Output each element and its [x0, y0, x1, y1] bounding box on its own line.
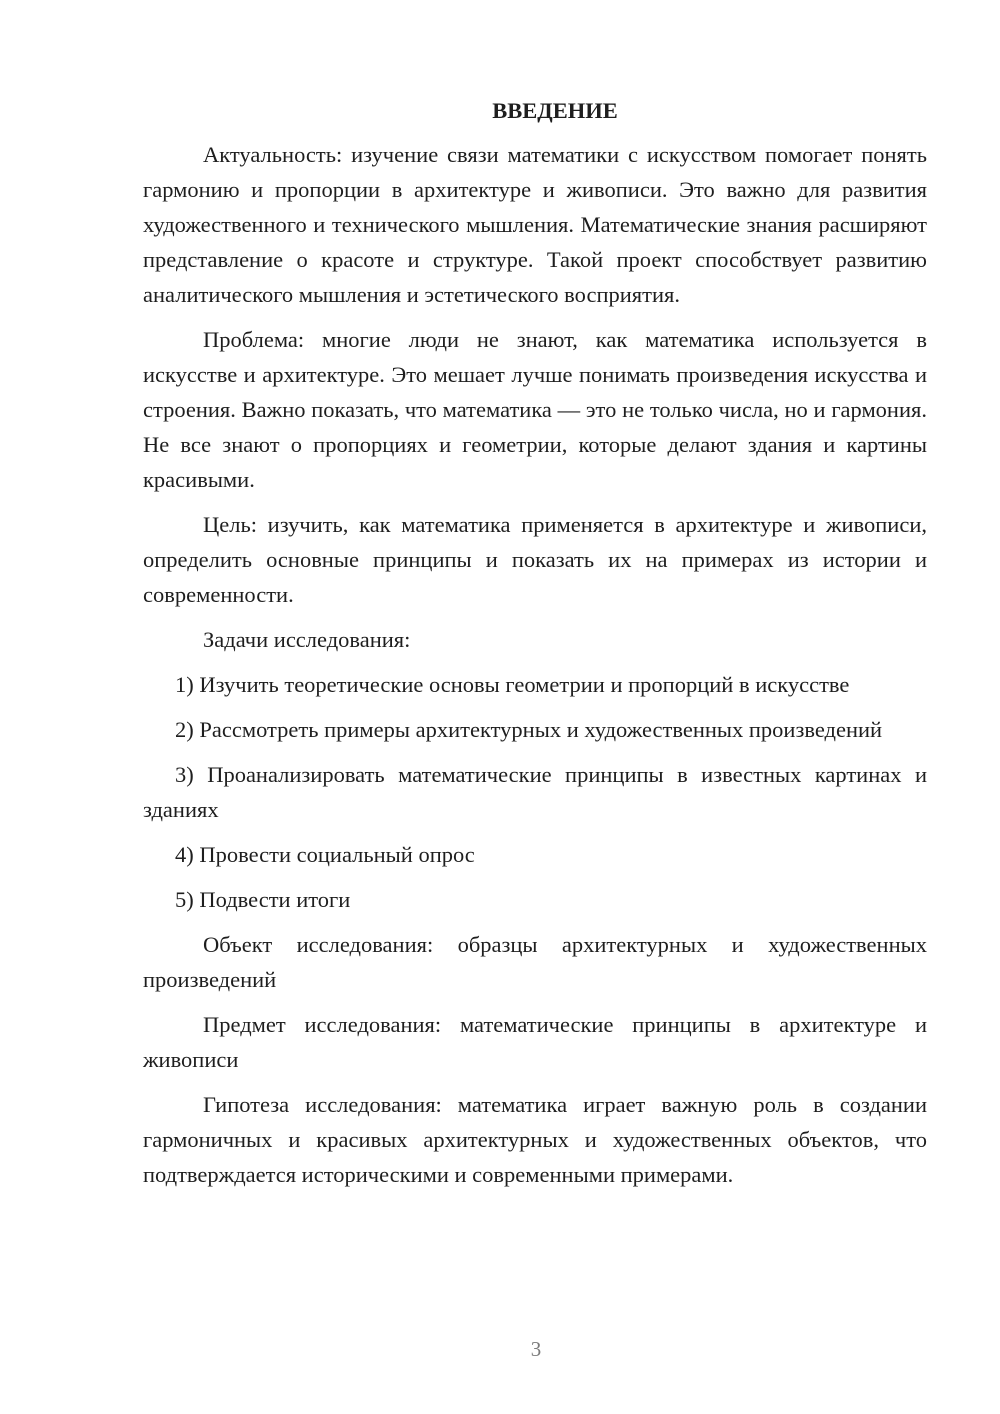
paragraph-problem: Проблема: многие люди не знают, как математика используется в искусстве и архитектуре. Это мешает лучше понимать произведения искусства и строения. Важно показать, что математика — это не только числа, но и гармония. Не все знают о пропорциях и геометрии, которые делают здания и картины красивыми.: [143, 327, 927, 492]
page-number: 3: [530, 1337, 542, 1361]
paragraph-subject: Предмет исследования: математические принципы в архитектуре и живописи: [143, 1012, 927, 1072]
paragraph-tasks-heading: Задачи исследования:: [203, 627, 411, 652]
paragraph-relevance: Актуальность: изучение связи математики с искусством помогает понять гармонию и пропорции в архитектуре и живописи. Это важно для развития художественного и технического мышления. Математические знания расширяют представление о красоте и структуре. Такой проект способствует развитию аналитического мышления и эстетического восприятия.: [143, 142, 927, 307]
task-list: [143, 667, 927, 917]
paragraph-hypothesis: Гипотеза исследования: математика играет важную роль в создании гармоничных и красивых архитектурных и художественных объектов, что подтверждается историческими и современными примерами.: [143, 1092, 927, 1187]
task-item-4: 4) Провести социальный опрос: [175, 842, 475, 867]
page-title: ВВЕДЕНИЕ: [492, 98, 618, 123]
task-item-2: 2) Рассмотреть примеры архитектурных и художественных произведений: [175, 717, 883, 742]
task-item-5: 5) Подвести итоги: [175, 887, 351, 912]
task-item-1: 1) Изучить теоретические основы геометрии и пропорций в искусстве: [175, 672, 850, 697]
paragraph-object: Объект исследования: образцы архитектурных и художественных произведений: [143, 932, 927, 992]
task-item-3: 3) Проанализировать математические принципы в известных картинах и зданиях: [143, 762, 927, 822]
paragraph-goal: Цель: изучить, как математика применяется в архитектуре и живописи, определить основные принципы и показать их на примерах из истории и современности.: [143, 512, 927, 607]
